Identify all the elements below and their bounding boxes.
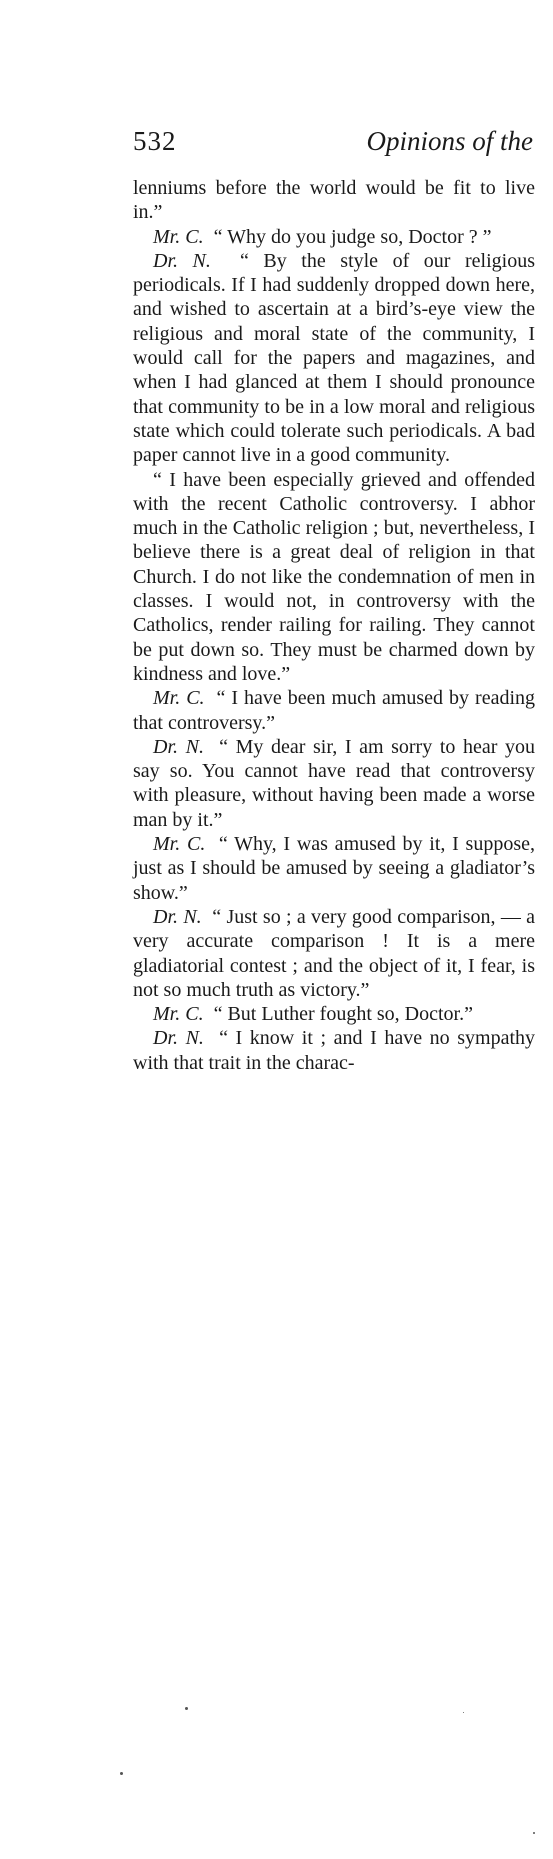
paragraph-text: “ I have been especially grieved and offended with the recent Catholic controversy. I abhor much in the Catholic religion ; but, nevertheless, I believe there is a great deal of religion in that Church. I do not like the condemnation of men in classes. I would not, in controversy with the Catholics, render railing for railing. They cannot be put down so. They must be charmed down by kindness and love.” <box>133 468 535 685</box>
paragraph-10 <box>133 1026 535 1075</box>
paragraph-2 <box>133 225 535 249</box>
paragraph-7 <box>133 832 535 905</box>
speaker-label: Dr. N. <box>153 1027 204 1050</box>
paragraph-text: “ I know it ; and I have no sympathy with that trait in the charac- <box>133 1027 536 1074</box>
speaker-label: Mr. C. <box>153 225 204 248</box>
paragraph-text: “ Just so ; a very good comparison, — a very accurate comparison ! It is a mere gladiatorial contest ; and the object of it, I fear, is not so much truth as victory.” <box>133 905 536 1001</box>
paper-speck <box>185 1707 188 1710</box>
page-header <box>133 126 533 162</box>
speaker-label: Dr. N. <box>153 249 211 272</box>
paragraph-text: “ Why, I was amused by it, I suppose, just as I should be amused by seeing a gladiator’s show.” <box>133 833 535 904</box>
speaker-label: Mr. C. <box>153 1003 204 1026</box>
paragraph-text: “ By the style of our religious periodicals. If I had suddenly dropped down here, and wished to ascertain at a bird’s-eye view the religious and moral state of the community, I would call for the papers and magazines, and when I had glanced at them I should pronounce that community to be in a low moral and religious state which could tolerate such periodicals. A bad paper cannot live in a good community. <box>133 249 536 467</box>
paragraph-text: “ But Luther fought so, Doctor.” <box>213 1003 473 1026</box>
paragraph-text: “ I have been much amused by reading that controversy.” <box>133 687 536 734</box>
paper-speck <box>533 1832 535 1834</box>
paragraph-text: “ My dear sir, I am sorry to hear you say so. You cannot have read that controversy with pleasure, without having been made a worse man by it.” <box>133 735 535 831</box>
paragraph-5 <box>133 686 535 735</box>
speaker-label: Mr. C. <box>153 833 206 856</box>
speaker-label: Dr. N. <box>153 905 202 928</box>
paragraph-text: “ Why do you judge so, Doctor ? ” <box>213 225 492 248</box>
paragraph-8 <box>133 905 535 1002</box>
speaker-label: Mr. C. <box>153 687 205 710</box>
paragraph-3 <box>133 249 535 468</box>
speaker-label: Dr. N. <box>153 735 204 758</box>
paragraph-9 <box>133 1002 535 1026</box>
paragraph-text: lenniums before the world would be fit to live in.” <box>133 177 535 224</box>
page-number: 532 <box>133 126 177 156</box>
paper-speck <box>463 1712 464 1713</box>
running-head: Opinions of the <box>366 126 533 156</box>
body-text <box>133 176 535 1075</box>
paragraph-6 <box>133 735 535 832</box>
paragraph-4 <box>133 468 535 687</box>
paper-speck <box>120 1772 123 1775</box>
paragraph-1 <box>133 176 535 225</box>
